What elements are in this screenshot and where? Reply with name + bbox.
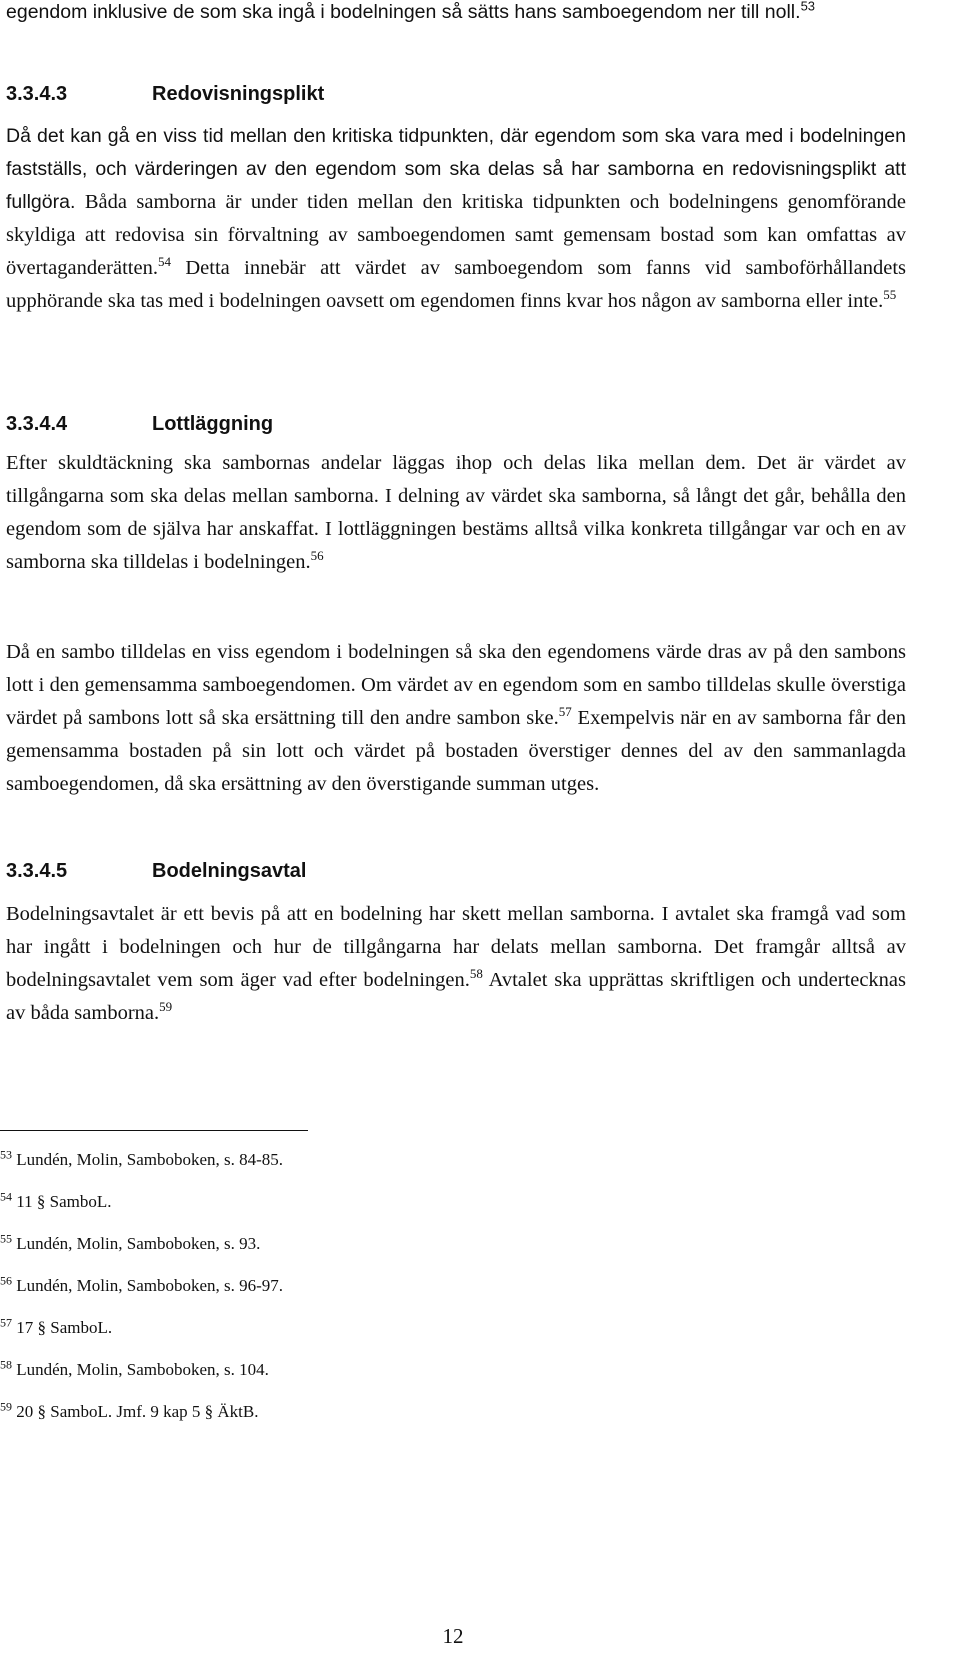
footnote-text: Lundén, Molin, Samboboken, s. 84-85. — [16, 1150, 284, 1169]
footnote-text: 17 § SamboL. — [16, 1318, 113, 1337]
paragraph-text: Båda samborna är under tiden mellan den kritiska tidpunkten och bodelningens genomförande skyldiga att redovisa sin förvaltning av samboegendomen samt gemensam bostad som kan omfattas av övertaganderätten. — [6, 191, 906, 279]
paragraph-bodelningsavtal — [6, 898, 906, 1030]
footnote-56 — [0, 1275, 283, 1297]
footnote-59 — [0, 1401, 259, 1423]
footnote-number: 59 — [0, 1399, 12, 1414]
section-heading-redovisningsplikt — [6, 79, 906, 109]
footnote-ref[interactable]: 59 — [159, 999, 173, 1015]
section-title: Redovisningsplikt — [152, 83, 325, 105]
footnote-54 — [0, 1191, 111, 1213]
footnote-text: 20 § SamboL. Jmf. 9 kap 5 § ÄktB. — [16, 1402, 259, 1421]
footnote-ref[interactable]: 57 — [558, 704, 572, 720]
section-number: 3.3.4.3 — [6, 83, 68, 105]
footnote-53 — [0, 1149, 283, 1171]
paragraph-text: Avtalet ska upprättas skriftligen och undertecknas av båda samborna. — [6, 969, 906, 1024]
footnote-number: 55 — [0, 1231, 12, 1246]
section-heading-lottlaggning — [6, 409, 906, 439]
page-number: 12 — [442, 1624, 464, 1648]
section-title: Bodelningsavtal — [152, 860, 307, 882]
section-number: 3.3.4.5 — [6, 860, 68, 882]
footnote-number: 57 — [0, 1315, 12, 1330]
footnote-number: 53 — [0, 1147, 12, 1162]
footnote-55 — [0, 1233, 260, 1255]
section-title: Lottläggning — [152, 413, 274, 435]
paragraph-text: Då det kan gå en viss tid mellan den kritiska tidpunkten, där egendom som ska vara med i bodelningen fastställs, och värderingen av den egendom som ska delas så har samborna en redovisningsplikt att fullgöra. — [6, 125, 906, 213]
footnote-separator — [0, 1130, 308, 1131]
footnote-ref[interactable]: 58 — [469, 966, 483, 982]
paragraph-redovisningsplikt — [6, 120, 906, 318]
footnote-text: Lundén, Molin, Samboboken, s. 93. — [16, 1234, 261, 1253]
paragraph-lottlaggning-2 — [6, 636, 906, 801]
footnote-text: 11 § SamboL. — [16, 1192, 112, 1211]
paragraph-text: Då en sambo tilldelas en viss egendom i bodelningen så ska den egendomens värde dras av på den sambons lott i den gemensamma samboegendomen. Om värdet av en egendom som en sambo tilldelas skulle överstiga värdet på sambons lott så ska ersättning till den andre sambon ske. — [6, 641, 906, 729]
footnote-number: 56 — [0, 1273, 12, 1288]
section-number: 3.3.4.4 — [6, 413, 68, 435]
footnote-text: Lundén, Molin, Samboboken, s. 104. — [16, 1360, 269, 1379]
footnote-text: Lundén, Molin, Samboboken, s. 96-97. — [16, 1276, 284, 1295]
section-heading-bodelningsavtal — [6, 856, 906, 886]
footnote-ref[interactable]: 53 — [800, 0, 816, 14]
footnote-ref[interactable]: 54 — [157, 254, 171, 270]
paragraph-text: Detta innebär att värdet av samboegendom som fanns vid samboförhållandets upphörande ska tas med i bodelningen oavsett om egendomen finns kvar hos någon av samborna eller inte. — [6, 257, 906, 312]
paragraph-lottlaggning-1 — [6, 447, 906, 579]
intro-text: egendom inklusive de som ska ingå i bodelningen så sätts hans samboegendom ner till noll. — [6, 1, 801, 23]
intro-paragraph — [6, 0, 906, 29]
paragraph-text: Efter skuldtäckning ska sambornas andelar läggas ihop och delas lika mellan dem. Det är värdet av tillgångarna som ska delas mellan samborna. I delning av värdet ska samborna, så långt det går, behålla den egendom som de själva har anskaffat. I lottläggningen bestäms alltså vilka konkreta tillgångar var och en av samborna ska tilldelas i bodelningen. — [6, 452, 906, 573]
footnote-number: 54 — [0, 1189, 12, 1204]
footnote-58 — [0, 1359, 269, 1381]
paragraph-text: Bodelningsavtalet är ett bevis på att en bodelning har skett mellan samborna. I avtalet ska framgå vad som har ingått i bodelningen och hur de tillgångarna har delats mellan samborna. Det framgår alltså av bodelningsavtalet vem som äger vad efter bodelningen. — [6, 903, 906, 991]
footnote-ref[interactable]: 56 — [310, 548, 324, 564]
footnote-57 — [0, 1317, 112, 1339]
footnote-number: 58 — [0, 1357, 12, 1372]
footnote-ref[interactable]: 55 — [883, 287, 897, 303]
paragraph-text: Exempelvis när en av samborna får den gemensamma bostaden på sin lott och värdet på bostaden överstiger dennes del av den sammanlagda samboegendomen, då ska ersättning av den överstigande summan utges. — [6, 707, 906, 795]
